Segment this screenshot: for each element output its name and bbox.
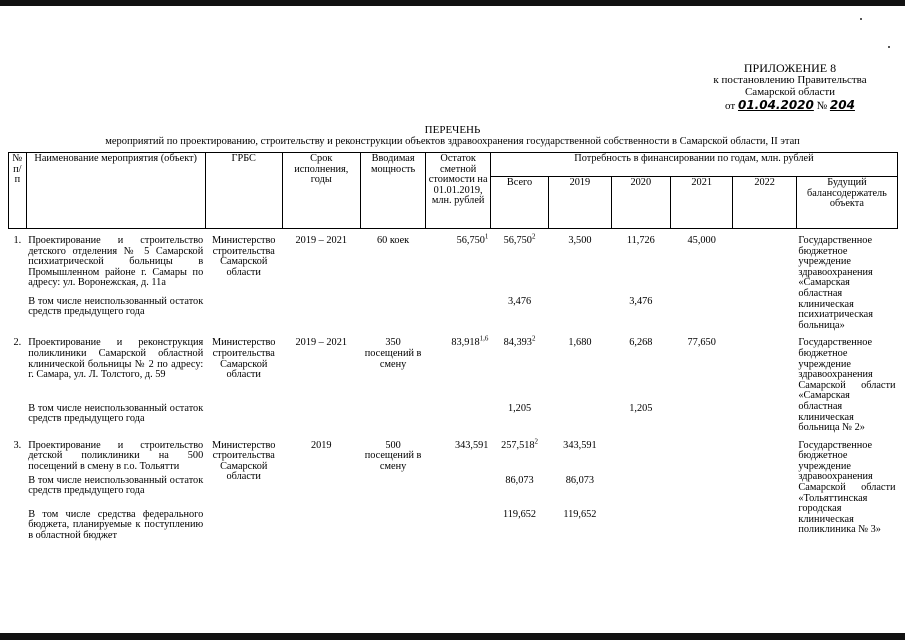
scan-top-border (0, 0, 905, 6)
appendix-line2: Самарской области (744, 86, 836, 98)
header-num: № п/п (9, 153, 27, 229)
appendix-number: 204 (829, 98, 855, 112)
appendix-block (700, 62, 880, 112)
row-grbs: Министерство строительства Самарской области (211, 439, 276, 483)
header-holder: Будущий балансодержатель объекта (796, 177, 897, 229)
row-term: 2019 – 2021 (295, 337, 347, 349)
row-total: 257,518$^2$ (501, 437, 539, 451)
appendix-from-prefix: от (725, 100, 736, 112)
table-row (9, 435, 898, 475)
table-subrow (9, 509, 898, 549)
subrow-2020: 3,476 (629, 295, 653, 307)
appendix-line1: к постановлению Правительства (713, 74, 867, 86)
row-term: 2019 – 2021 (295, 235, 347, 246)
row-capacity: 60 коек (376, 235, 410, 246)
row-holder: Государственное бюджетное учреждение здравоохранения «Самарская областная клиническая психиатрическая больница» (798, 235, 873, 331)
header-remainder: Остаток сметной стоимости на 01.01.2019, млн. рублей (426, 153, 491, 229)
row-name: Проектирование и строительство детской поликлиники на 500 посещений в смену в г.о. Тольятти (28, 439, 204, 472)
header-2019: 2019 (549, 177, 611, 229)
row-2021: 77,650 (687, 337, 716, 349)
row-remainder: 343,591 (454, 439, 489, 451)
subrow-2019 (549, 403, 611, 435)
financing-table (8, 152, 898, 549)
row-name: Проектирование и строительство детского отделения № 5 Самарской психиатрической больницы в Промышленном районе г. Самары по адресу: ул. Воронежская, д. 11а (28, 235, 204, 289)
row-term: 2019 (310, 439, 332, 451)
scan-bottom-border (0, 633, 905, 640)
row-remainder: 83,918$^{1,6}$ (451, 334, 489, 349)
header-need: Потребность в финансировании по годам, млн. рублей (490, 153, 897, 177)
row-capacity: 350 посещений в смену (364, 337, 422, 370)
row-2021: 45,000 (687, 235, 716, 246)
header-name: Наименование мероприятия (объект) (26, 153, 205, 229)
row-total: 84,393$^2$ (503, 334, 536, 349)
scan-speck (860, 18, 862, 20)
row-2020 (611, 435, 670, 475)
document-title: ПЕРЕЧЕНЬ (424, 124, 481, 136)
subrow-2020: 1,205 (629, 402, 653, 414)
row-2019: 3,500 (568, 235, 592, 246)
row-grbs: Министерство строительства Самарской области (211, 235, 276, 278)
row-holder: Государственное бюджетное учреждение здравоохранения Самарской области «Тольяттинская городская клиническая поликлиника № 3» (798, 439, 896, 536)
subrow-total: 119,652 (503, 508, 537, 520)
header-2020: 2020 (611, 177, 670, 229)
table-subrow (9, 403, 898, 435)
table-row (9, 332, 898, 402)
subrow-2020 (611, 509, 670, 549)
row-2020: 11,726 (626, 235, 655, 246)
header-grbs: ГРБС (205, 153, 282, 229)
appendix-title: ПРИЛОЖЕНИЕ 8 (743, 61, 837, 75)
table-row (9, 229, 898, 296)
appendix-number-prefix: № (816, 100, 828, 112)
header-2022: 2022 (733, 177, 796, 229)
table-subrow (9, 296, 898, 333)
subrow-total: 3,476 (507, 295, 532, 307)
row-grbs: Министерство строительства Самарской области (211, 337, 276, 381)
subrow-label: В том числе неиспользованный остаток средств предыдущего года (28, 295, 204, 318)
scan-speck (888, 46, 890, 48)
row-holder: Государственное бюджетное учреждение здравоохранения Самарской области «Самарская областная клиническая больница № 2» (798, 337, 896, 434)
subrow-2020 (611, 475, 670, 509)
table-subrow (9, 475, 898, 509)
appendix-date: 01.04.2020 (737, 98, 814, 112)
subrow-2019 (549, 296, 611, 333)
subrow-total: 86,073 (505, 474, 534, 486)
row-total: 56,750$^2$ (503, 232, 536, 246)
subrow-2019: 86,073 (565, 474, 595, 486)
row-remainder: 56,750$^1$ (456, 232, 489, 246)
subrow-label: В том числе неиспользованный остаток средств предыдущего года (28, 402, 204, 425)
row-capacity: 500 посещений в смену (364, 439, 422, 472)
row-2022 (733, 229, 796, 296)
row-num: 2. (13, 337, 22, 349)
row-num: 1. (13, 235, 22, 246)
row-2022 (733, 435, 796, 475)
header-2021: 2021 (670, 177, 732, 229)
row-num: 3. (13, 439, 22, 451)
row-2019: 1,680 (568, 337, 592, 349)
subrow-2019: 119,652 (563, 508, 597, 520)
row-2021 (670, 435, 732, 475)
row-2020: 6,268 (629, 337, 653, 349)
subrow-label: В том числе средства федерального бюджета, планируемые к поступлению в областной бюджет (28, 508, 204, 541)
header-term: Срок исполнения, годы (282, 153, 360, 229)
document-subtitle: мероприятий по проектированию, строительству и реконструкции объектов здравоохранения государственной собственности в Самарской области, II этап (105, 136, 800, 147)
header-capacity: Вводимая мощность (360, 153, 426, 229)
subrow-total: 1,205 (507, 402, 532, 414)
row-2022 (733, 332, 796, 402)
row-name: Проектирование и реконструкция поликлиники Самарской областной клинической больницы № 2 по адресу: г. Самара, ул. Л. Толстого, д. 59 (28, 337, 204, 381)
subrow-label: В том числе неиспользованный остаток средств предыдущего года (28, 474, 204, 497)
row-2019: 343,591 (563, 439, 597, 451)
header-total: Всего (490, 177, 548, 229)
appendix-date-line (700, 99, 880, 112)
